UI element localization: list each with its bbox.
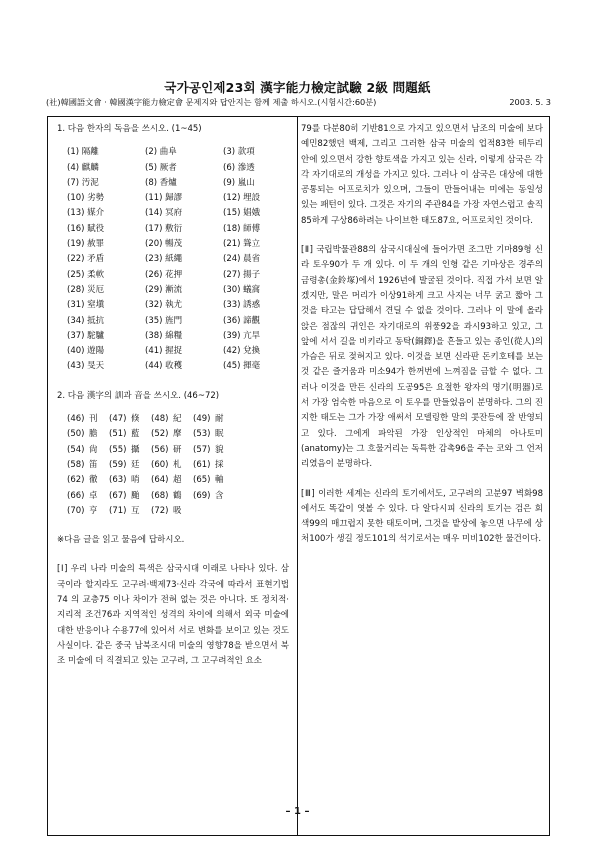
question-item: 超 — [173, 475, 182, 486]
question-item: (68) — [151, 490, 169, 501]
question-item: 互 — [131, 505, 140, 516]
question-item: (4) 麒麟 — [67, 162, 99, 173]
question-item: 藍 — [131, 429, 140, 440]
question-item: (37) 駝驢 — [67, 330, 105, 341]
question-item: 札 — [173, 459, 182, 470]
question-item: (55) — [109, 444, 127, 455]
question-item: (32) 執尤 — [145, 300, 183, 311]
question-item: 倏 — [131, 414, 140, 425]
question-item: (20) 暢茂 — [145, 239, 183, 250]
question-item: (53) — [193, 429, 211, 440]
question-item: (48) — [151, 414, 169, 425]
question-item: (1) 隔離 — [67, 147, 99, 158]
question-item: (66) — [67, 490, 85, 501]
page-number: – 1 – — [285, 806, 310, 817]
question-item: (44) 收穫 — [145, 361, 183, 372]
passage-paragraph-1-cont: 79를 다분80히 기반81으로 가지고 있으면서 남조의 미술에 보다 예민82했던 백제, 그리고 그러한 삼국 미술의 업적83한 테두리 안에 있으면서 강한 향토색을 가지고 있는 신라, 이렇게 삼국은 각각 자기대로의 개성을 가지고 있다. 그러나 이 삼국은 대상에 대한 공통되는 어프로치가 있으며, 그들이 만들어내는 미에는 동일성 있는 패턴이 있다. 그것은 자기의 주관84을 가장 자연스럽고 솔직85하게 구상86하려는 나이브한 태도87요, 어프로치인 것이다. — [301, 124, 543, 226]
question-item: (18) 師傅 — [223, 223, 261, 234]
question-item: (3) 款項 — [223, 147, 255, 158]
question-item: 膽 — [89, 429, 98, 440]
question-item: (25) 柔軟 — [67, 269, 105, 280]
question-item: 亨 — [89, 505, 98, 516]
question-item: (17) 敷衍 — [145, 223, 183, 234]
question-item: (54) — [67, 444, 85, 455]
question-item: (46) — [67, 414, 85, 425]
question-item: 鶴 — [173, 490, 182, 501]
question-item: (71) — [109, 505, 127, 516]
question-item: (16) 賦役 — [67, 223, 105, 234]
question-item: (31) 窒塡 — [67, 300, 105, 311]
question-item: (56) — [151, 444, 169, 455]
question-item: (58) — [67, 459, 85, 470]
question-item: (45) 揮毫 — [223, 361, 261, 372]
question-item: (43) 旻天 — [67, 361, 105, 372]
question-item: (27) 揚子 — [223, 269, 261, 280]
question-item: (49) — [193, 414, 211, 425]
question-item: (70) — [67, 505, 85, 516]
question-item: (52) — [151, 429, 169, 440]
passage-paragraph-2: [Ⅱ] 국립박물관88의 삼국시대실에 들어가면 조그만 기마89형 신라 토우90가 두 개 있다. 이 두 개의 인형 같은 기마상은 경주의 금령총(金鈴塚)에서 1926년에 발굴된 것이다. 직접 가서 보면 알겠지만, 말은 머리가 이상91하게 크고 사지는 너무 굵고 짧아 그것을 타고는 답답해서 견딜 수 없을 것이다. 그러나 이 말에 올라앉은 점잖의 귀인은 자기대로의 위풍92을 과시93하고 있고, 그 앞에 서서 길을 비키라고 동탁(銅鐸)을 흔들고 있는 종인(從人)의 가슴은 뒤로 젖혀지고 있다. 이것을 보면 신라판 돈키호테를 보는 것 같은 즐거움과 미소94가 한꺼번에 느껴짐을 금할 수 없다. 그러나 이것을 만든 신라의 도공95은 요절한 왕자의 명기(明器)로서 가장 엄숙한 마음으로 이 토우를 만들었음이 분명하다. 그의 진지한 태도는 그가 가장 애써서 모델링한 말의 콧잔등에 잘 반영되고 있다. 그에게 파악된 가장 인상적인 마체의 아나토미(anatomy)는 그 흐물거리는 독특한 감촉96을 주는 코와 그 언저리였음이 분명하다. — [301, 245, 543, 470]
question-item: (50) — [67, 429, 85, 440]
question-item: 吸 — [173, 505, 182, 516]
question-item: (67) — [109, 490, 127, 501]
question-item: (39) 亢旱 — [223, 330, 261, 341]
question-item: (60) — [151, 459, 169, 470]
question-item: 採 — [215, 459, 224, 470]
question-item: (59) — [109, 459, 127, 470]
question-item: (41) 握捉 — [145, 346, 183, 357]
question-item: (29) 漸流 — [145, 284, 183, 295]
question-item: (47) — [109, 414, 127, 425]
question-item: 尙 — [89, 444, 98, 455]
question-item: (7) 汚泥 — [67, 177, 99, 188]
question-item: (22) 矛盾 — [67, 254, 105, 265]
question-item: (12) 埋設 — [223, 193, 261, 204]
question-item: 卓 — [89, 490, 98, 501]
question-item: (69) — [193, 490, 211, 501]
section3-instruction: ※다음 글을 읽고 물음에 답하시오. — [57, 535, 185, 546]
exam-subheader — [46, 97, 551, 108]
question-item: (42) 兌換 — [223, 346, 261, 357]
question-item: (11) 歸謬 — [145, 193, 183, 204]
question-item: (36) 諦觀 — [223, 315, 261, 326]
question-item: 摩 — [173, 429, 182, 440]
page-title: 국가공인제23회 漢字能力檢定試驗 2級 問題紙 — [164, 80, 431, 95]
question-item: 軸 — [215, 475, 224, 486]
passage-paragraph-1: [Ⅰ] 우리 나라 미술의 특색은 삼국시대 이래로 나타나 있다. 삼국이라 할지라도 고구려·백제73·신라 각국에 따라서 표현기법74 의 교층75 이나 차이가 전혀 없는 것은 아니다. 또 정치적·지리적 조건76과 지역적인 성격의 차이에 의해서 외국 미술에 대한 반응이나 수용77에 있어서 서로 변화를 보이고 있는 것도 사실이다. 같은 중국 남북조시대 미술의 영향78을 받으면서 북조 미술에 더 직결되고 있는 고구려, 그 고구려적인 요소 — [57, 564, 289, 667]
question-item: 徹 — [89, 475, 98, 486]
question-item: 紀 — [173, 414, 182, 425]
question-item: 刊 — [89, 414, 98, 425]
question-item: (34) 抵抗 — [67, 315, 105, 326]
question-item: (40) 遊陽 — [67, 346, 105, 357]
exam-date: 2003. 5. 3 — [509, 97, 551, 107]
question-item: 含 — [215, 490, 224, 501]
question-item: (63) — [109, 475, 127, 486]
question-item: (6) 滲透 — [223, 162, 255, 173]
right-column — [301, 122, 543, 548]
question-item: (21) 聳立 — [223, 239, 261, 250]
left-column — [57, 122, 289, 670]
question-item: (30) 蟻窩 — [223, 284, 261, 295]
question-item: (72) — [151, 505, 169, 516]
question-item: 研 — [173, 444, 182, 455]
question-item: 貌 — [215, 444, 224, 455]
question-item: 耐 — [215, 414, 224, 425]
question-item: (9) 嵐山 — [223, 177, 255, 188]
organization-note: (社)韓國語文會 · 韓國漢字能力檢定會 문제지와 답안지는 함께 제출 하시오.(시험시간:60분) — [46, 97, 377, 107]
meaning-items-grid — [67, 412, 289, 519]
question-item: (62) — [67, 475, 85, 486]
question-item: (35) 旌門 — [145, 315, 183, 326]
question-item: (33) 誘惑 — [223, 300, 261, 311]
section1-instruction: 1. 다음 한자의 독음을 쓰시오. (1~45) — [57, 124, 202, 134]
question-item: (38) 綿糧 — [145, 330, 183, 341]
question-item: (26) 花押 — [145, 269, 183, 280]
question-item: 攝 — [131, 444, 140, 455]
question-item: 颱 — [131, 490, 140, 501]
question-item: (57) — [193, 444, 211, 455]
question-item: (14) 冥府 — [145, 208, 183, 219]
reading-items-grid — [67, 145, 289, 374]
question-item: (2) 曲阜 — [145, 147, 177, 158]
question-item: (64) — [151, 475, 169, 486]
question-item: (24) 晨省 — [223, 254, 261, 265]
question-item: (10) 劣勢 — [67, 193, 105, 204]
passage-paragraph-3: [Ⅲ] 이러한 세계는 신라의 토기에서도, 고구려의 고분97 벽화98에서도 똑같이 엿볼 수 있다. 다 알다시피 신라의 토기는 검은 회색99의 매끄럽지 못한 태토이며, 그것을 밭상에 놓으면 나무에 상처100가 생길 정도101의 석기로서는 매우 미비102한 물건이다. — [301, 488, 543, 545]
question-item: (51) — [109, 429, 127, 440]
question-item: (13) 媒介 — [67, 208, 105, 219]
question-item: 眠 — [215, 429, 224, 440]
question-item: (19) 赦罪 — [67, 239, 105, 250]
question-item: (15) 娼娥 — [223, 208, 261, 219]
section2-instruction: 2. 다음 漢字의 訓과 音을 쓰시오. (46~72) — [57, 390, 220, 401]
question-item: (8) 香爐 — [145, 177, 177, 188]
question-item: (61) — [193, 459, 211, 470]
question-item: 廷 — [131, 459, 140, 470]
question-item: (5) 厥者 — [145, 162, 177, 173]
question-item: (23) 紙繩 — [145, 254, 183, 265]
question-item: (65) — [193, 475, 211, 486]
question-item: (28) 災厄 — [67, 284, 105, 295]
question-item: 哨 — [131, 475, 140, 486]
question-item: 笛 — [89, 459, 98, 470]
